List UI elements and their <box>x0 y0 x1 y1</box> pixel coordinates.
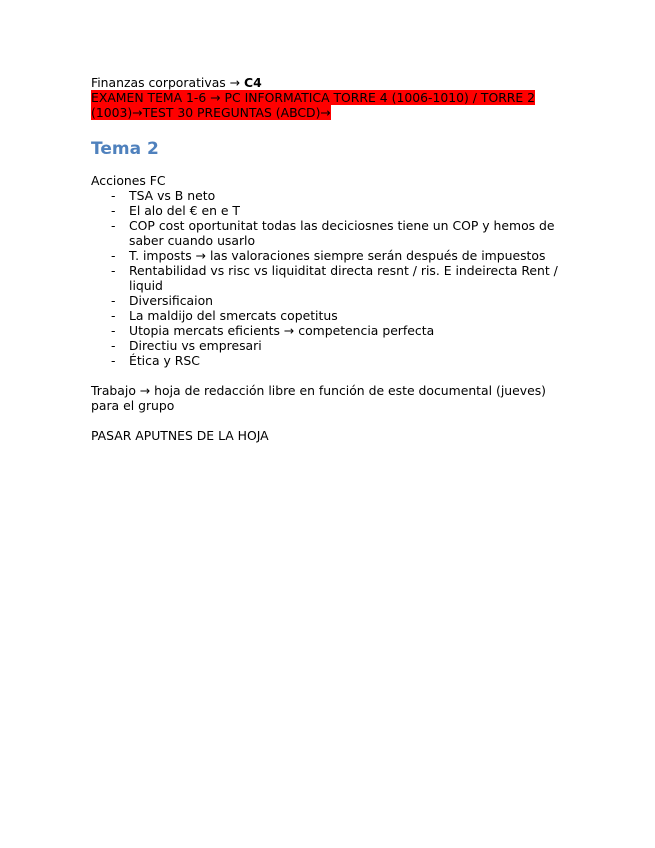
dash-bullet: - <box>111 248 116 263</box>
course-code: C4 <box>244 75 262 90</box>
spacer <box>91 368 561 383</box>
dash-bullet: - <box>111 293 116 308</box>
list-item: - T. imposts → las valoraciones siempre serán después de impuestos <box>111 248 546 263</box>
list-item: - Diversificaion <box>111 293 214 308</box>
spacer <box>91 413 561 428</box>
list-item: - Rentabilidad vs risc vs liquiditat directa resnt / ris. E indeirecta Rent / liquid <box>111 263 558 293</box>
list-item: - Directiu vs empresari <box>111 338 262 353</box>
course-line <box>91 75 561 90</box>
course-title: Finanzas corporativas → <box>91 75 245 90</box>
list-item: - La maldijo del smercats copetitus <box>111 308 338 323</box>
dash-bullet: - <box>111 338 116 353</box>
exam-info <box>91 90 561 120</box>
dash-bullet: - <box>111 218 116 233</box>
dash-bullet: - <box>111 188 116 203</box>
pasar-note: PASAR APUTNES DE LA HOJA <box>91 428 269 443</box>
list-item: - Utopia mercats eficients → competencia perfecta <box>111 323 435 338</box>
exam-highlight-text: EXAMEN TEMA 1-6 → PC INFORMATICA TORRE 4 (1006-1010) / TORRE 2 (1003)→TEST 30 PREGUNTAS (ABCD)→ <box>91 90 536 120</box>
list-title: Acciones FC <box>91 173 166 188</box>
list-item: - COP cost oportunitat todas las deciciosnes tiene un COP y hemos de saber cuando usarlo <box>111 218 555 248</box>
document-body <box>91 75 561 443</box>
trabajo-note: Trabajo → hoja de redacción libre en función de este documental (jueves) para el grupo <box>91 383 547 413</box>
topics-list <box>91 188 561 368</box>
dash-bullet: - <box>111 263 116 278</box>
dash-bullet: - <box>111 203 116 218</box>
dash-bullet: - <box>111 353 116 368</box>
list-item: - El alo del € en e T <box>111 203 241 218</box>
list-item: - Ética y RSC <box>111 353 200 368</box>
dash-bullet: - <box>111 308 116 323</box>
list-item: - TSA vs B neto <box>111 188 216 203</box>
dash-bullet: - <box>111 323 116 338</box>
section-heading: Tema 2 <box>91 139 159 159</box>
